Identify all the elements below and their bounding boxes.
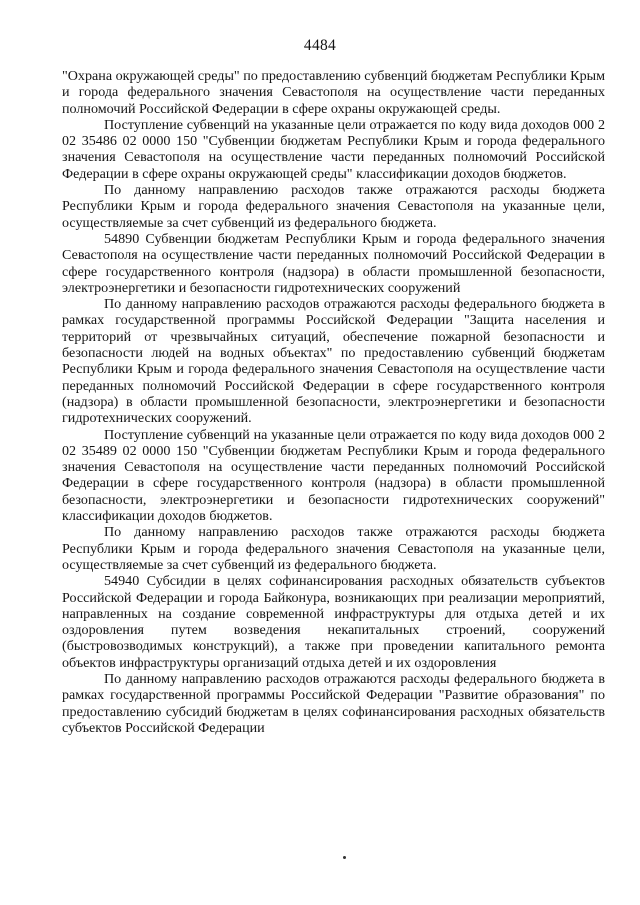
paragraph-federal-expenses-54890: По данному направлению расходов отражаются расходы федерального бюджета в рамках государственной программы Российской Федерации "Защита населения и территорий от чрезвычайных ситуаций, обеспечение пожарной безопасности и безопасности людей на водных объектах" по предоставлению субвенций бюджетам Республики Крым и города федерального значения Севастополя на осуществление части переданных полномочий Российской Федерации в сфере государственного контроля (надзора) в области промышленной безопасности, электроэнергетики и безопасности гидротехнических сооружений. (62, 296, 605, 427)
paragraph-continuation: "Охрана окружающей среды" по предоставлению субвенций бюджетам Республики Крым и города федерального значения Севастополя на осуществление части переданных полномочий Российской Федерации в сфере охраны окружающей среды. (62, 68, 605, 117)
scan-speck (343, 856, 346, 859)
paragraph-income-code-35489: Поступление субвенций на указанные цели отражается по коду вида доходов 000 2 02 35489 02 0000 150 "Субвенции бюджетам Республики Крым и города федерального значения Севастополя на осуществление части переданных полномочий Российской Федерации в сфере государственного контроля (надзора) в области промышленной безопасности, электроэнергетики и безопасности гидротехнических сооружений" классификации доходов бюджетов. (62, 426, 605, 525)
paragraph-regional-expenses-2: По данному направлению расходов также отражаются расходы бюджета Республики Крым и города федерального значения Севастополя на указанные цели, осуществляемые за счет субвенций из федерального бюджета. (62, 524, 605, 573)
paragraph-income-code-35486: Поступление субвенций на указанные цели отражается по коду вида доходов 000 2 02 35486 02 0000 150 "Субвенции бюджетам Республики Крым и города федерального значения Севастополя на осуществление части переданных полномочий Российской Федерации в сфере охраны окружающей среды" классификации доходов бюджетов. (62, 116, 605, 182)
paragraph-federal-expenses-54940: По данному направлению расходов отражаются расходы федерального бюджета в рамках государственной программы Российской Федерации "Развитие образования" по предоставлению субсидий бюджетам в целях софинансирования расходных обязательств субъектов Российской Федерации (62, 670, 605, 736)
paragraph-code-54890: 54890 Субвенции бюджетам Республики Крым и города федерального значения Севастополя на осуществление части переданных полномочий Российской Федерации в сфере государственного контроля (надзора) в области промышленной безопасности, электроэнергетики и безопасности гидротехнических сооружений (62, 230, 605, 296)
paragraph-code-54940: 54940 Субсидии в целях софинансирования расходных обязательств субъектов Российской Федерации и города Байконура, возникающих при реализации мероприятий, направленных на создание современной инфраструктуры для отдыха детей и их оздоровления путем возведения некапитальных строений, сооружений (быстровозводимых конструкций), а также при проведении капитального ремонта объектов инфраструктуры организаций отдыха детей и их оздоровления (62, 573, 605, 671)
document-text (62, 68, 605, 736)
paragraph-regional-expenses-1: По данному направлению расходов также отражаются расходы бюджета Республики Крым и города федерального значения Севастополя на указанные цели, осуществляемые за счет субвенций из федерального бюджета. (62, 182, 605, 231)
page-number: 4484 (303, 37, 337, 54)
